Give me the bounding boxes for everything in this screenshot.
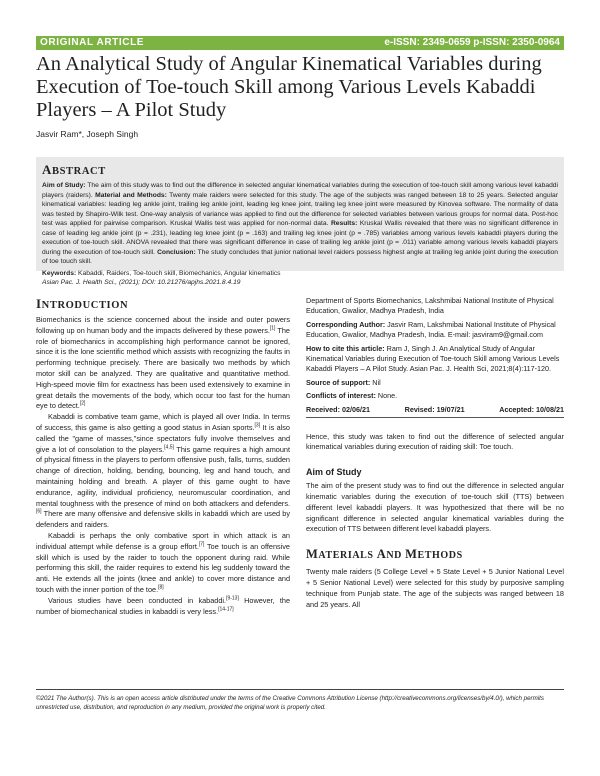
aim-of-study-heading: Aim of Study [306,467,362,478]
intro-paragraph-2: Kabaddi is combative team game, which is played all over India. In terms of success, this game is also getting a good status in Asian sports.[3] It is also called the "game of masses,"since spectators fully involve themselves and give a lot of consolation to the players.[4,5] This game requires a high amount of physical fitness in the players to perform offensive push, falls, turns, sudden change of direction, holding, bending, bouncing, leg and hand touch, and maintaining holding and breath. A player of this game ought to have endurance, agility, individual proficiency, neuromuscular coordination, and mental toughness with the presence of mind on both attackers and defenders.[6] There are many offensive and defensive skills in kabaddi which are used by defenders and raiders. [36,412,290,530]
intro-paragraph-3: Kabaddi is perhaps the only combative sport in which attack is an individual attempt while defense is a group effort.[7] Toe touch is an offensive skill which is used by the raider to touch the opponent during raid. While performing this skill, the raider requires to extend his leg suddenly toward the anti. He extends all the joints (knee and ankle) to cover more distance and touch with the inner portion of the toe.[8] [36,530,290,594]
affiliation-dept: Department of Sports Biomechanics, Lakshmibai National Institute of Physical Education, Gwalior, Madhya Pradesh, India [306,296,554,316]
materials-methods-heading: MATERIALS AND METHODS [306,547,463,562]
abstract-heading: ABSTRACT [42,162,106,177]
conflicts-of-interest: Conflicts of interest: None. [306,391,398,401]
hence-paragraph: Hence, this study was taken to find out the difference of selected angular kinematical variables during execution of raiding skill: Toe touch. [306,431,564,452]
issn-label: e-ISSN: 2349-0659 p-ISSN: 2350-0964 [384,37,560,48]
intro-paragraph-4: Various studies have been conducted in kabaddi.[9-13] However, the number of biomechanical studies in kabaddi is very less.[14-17] [36,595,290,616]
received-date: Received: 02/06/21 [306,404,370,414]
materials-methods-text: Twenty male raiders (5 College Level + 5 State Level + 5 Junior National Level + 5 Senior National Level) were selected for this study by purposive sampling technique from Punjab state. The age of the subjects was ranged between 18 and 25 years. All [306,567,564,609]
introduction-heading: INTRODUCTION [36,296,129,311]
corresponding-author: Corresponding Author: Jasvir Ram, Lakshmibai National Institute of Physical Education, Gwalior, Madhya Pradesh, India. E-mail: jasviram9@gmail.com [306,319,556,340]
aim-of-study-text: The aim of the present study was to find out the difference in selected angular kinematic variables during the execution of toe-touch skill (TTS) between different level kabaddi players. It was hypothesized that there will be no significant difference in selected angular kinematical variables during the execution of TTS between different level kabaddi players. [306,481,564,534]
source-of-support: Source of support: Nil [306,377,381,387]
revised-date: Revised: 19/07/21 [404,404,465,414]
abstract-citation: Asian Pac. J. Health Sci., (2021); DOI: 10.21276/apjhs.2021.8.4.19 [42,279,241,286]
keywords: Keywords: Kabaddi, Raiders, Toe-touch skill, Biomechanics, Angular kinematics [42,269,281,277]
abstract-text: Aim of Study: The aim of this study was to find out the difference in selected angular kinematical variables during the execution of toe-touch skill among various level kabaddi players (raiders). Material and Methods: Twenty male raiders were selected for this study. The age of the subjects was ranged between 18 to 25 years. Selected angular kinematical variables: leading leg ankle joint, trailing leg ankle joint, leading leg knee joint, trailing leg knee joint were measured by Kinovea software. The normality of data was tested by Shapiro-Wilk test. One-way analysis of variance was applied to find out the difference for selected variables between various groups for normal data. Post-hoc test was applied for pairwise comparison. Kruskal Wallis test was applied for non-normal data. Results: Kruskal Wallis revealed that there was no significant difference in case of leading leg ankle joint (p = .231), leading leg knee joint (p = .163) and trailing leg knee joint (p = .785) variables among various levels kabaddi players during the execution of toe-touch skill. ANOVA revealed that there was significant difference in case of trailing leg ankle joint (p = .011) variable among various levels kabaddi players during the execution of toe-touch skill. Conclusion: The study concludes that junior national level raiders possess highest angle at trailing leg ankle joint during the execution of toe touch skill. [42,182,558,265]
author-list: Jasvir Ram*, Joseph Singh [36,129,139,139]
article-title: An Analytical Study of Angular Kinematical Variables during Execution of Toe-touch Skill among Various Levels Kabaddi Players – A Pilot Study [36,53,542,121]
accepted-date: Accepted: 10/08/21 [499,404,564,414]
abstract-box [36,157,564,286]
intro-paragraph-1: Biomechanics is the science concerned about the inside and outer powers following up on human body and the impacts delivered by these powers.[1] The role of biomechanics in accomplishing high performance cannot be ignored, since it is the lone scientific method which assists with recognizing the faults in performing technique precisely. There are basically two methods by which motor skill can be analyzed. They are qualitative and quantitative method. High-speed movie film for exactness has been used extensively to examine in great details the movements of the body, which occur too fast for the human eye to detect.[2] [36,315,290,411]
article-dates [306,405,564,414]
right-column [306,296,564,610]
how-to-cite: How to cite this article: Ram J, Singh J. An Analytical Study of Angular Kinematical Variables during Execution of Toe-touch Skill among Various Levels Kabaddi Players – A Pilot Study. Asian Pac. J. Health Sci, 2021;8(4):117-120. [306,343,560,374]
affiliation-divider [306,417,564,418]
left-column [36,296,290,617]
article-type-label: ORIGINAL ARTICLE [40,37,145,48]
affiliation-box [306,296,564,418]
license-footer: ©2021 The Author(s). This is an open access article distributed under the terms of the Creative Commons Attribution License (http://creativecommons.org/licenses/by/4.0/), which permits unrestricted use, distribution, and reproduction in any medium, provided the original work is properly cited. [36,689,564,712]
article-header-bar [36,36,564,50]
